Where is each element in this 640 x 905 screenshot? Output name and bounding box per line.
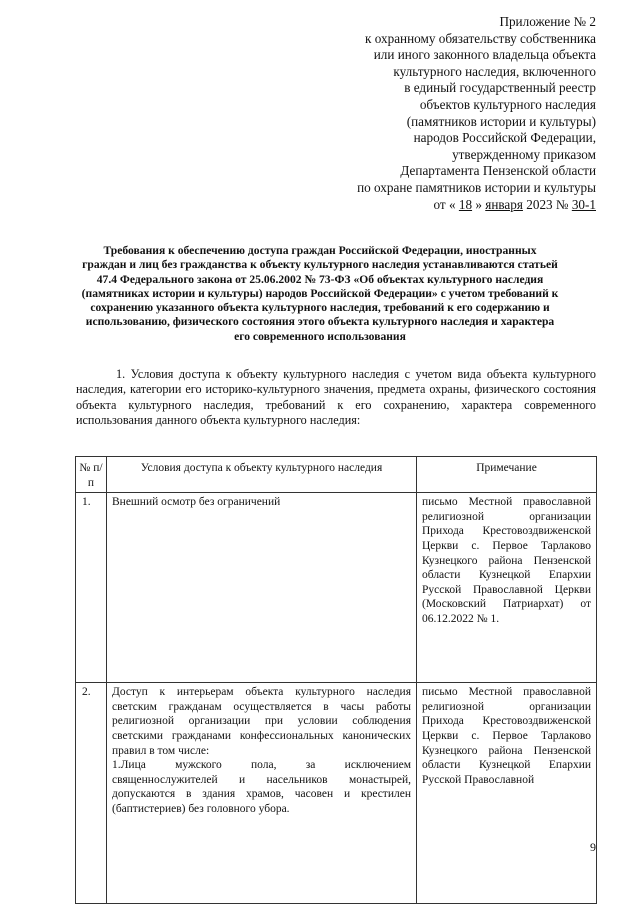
header-line: (памятников истории и культуры) — [406, 113, 596, 129]
intro-paragraph — [76, 367, 596, 429]
date-day: 18 — [458, 196, 473, 212]
date-prefix: от « — [433, 196, 459, 212]
header-line: по охране памятников истории и культуры — [357, 179, 596, 195]
header-line: к охранному обязательству собственника — [365, 30, 596, 46]
header-line: или иного законного владельца объекта — [373, 47, 596, 63]
header-line: культурного наследия, включенного — [393, 63, 596, 79]
row-conditions: Внешний осмотр без ограничений — [107, 493, 417, 683]
conditions-main: Доступ к интерьерам объекта культурного наследия светским гражданам осуществляется в часы работы религиозной организации при условии соблюдения светскими гражданами конфессиональных канонических правил в том числе: — [112, 686, 411, 757]
intro-text: 1. Условия доступа к объекту культурного наследия с учетом вида объекта культурного наследия, категории его историко-культурного значения, предмета охраны, физического состояния объекта культурного наследия, требований к его сохранению, характера современного использования данного объекта культурного наследия: — [76, 367, 596, 428]
table-header-row — [76, 457, 597, 493]
header-line: Приложение № 2 — [499, 14, 596, 29]
row-num: 1. — [76, 493, 107, 683]
document-title: Требования к обеспечению доступа граждан Российской Федерации, иностранных граждан и лиц без гражданства к объекту культурного наследия устанавливаются статьей 47.4 Федерального закона от 25.06.2002 № 73-ФЗ «Об объектах культурного наследия (памятниках истории и культуры) народов Российской Федерации» с учетом требований к сохранению указанного объекта культурного наследия, требований к его содержанию и использованию, физического состояния этого объекта культурного наследия и характера его современного использования — [81, 244, 559, 343]
header-note: Примечание — [417, 457, 597, 493]
date-month: января — [485, 196, 523, 212]
header-conditions: Условия доступа к объекту культурного наследия — [107, 457, 417, 493]
date-separator: » — [472, 196, 486, 212]
row-note: письмо Местной православной религиозной организации Прихода Крестовоздвиженской Церкви с. Первое Тарлаково Кузнецкого района Пензенской области Кузнецкой Епархии Русской Православной Церкви (Московский Патриархат) от 06.12.2022 № 1. — [417, 493, 597, 683]
row-note: письмо Местной православной религиозной организации Прихода Крестовоздвиженской Церкви с. Первое Тарлаково Кузнецкого района Пензенской области Кузнецкой Епархии Русской Православной — [417, 683, 597, 904]
header-line: объектов культурного наследия — [419, 96, 596, 112]
header-num: № п/п — [76, 457, 107, 493]
row-num: 2. — [76, 683, 107, 904]
table-row — [76, 683, 597, 904]
page-number: 9 — [590, 840, 596, 854]
header-line: народов Российской Федерации, — [413, 130, 596, 146]
appendix-header — [276, 14, 596, 213]
order-number: 30-1 — [571, 196, 596, 212]
row-conditions — [107, 683, 417, 904]
date-year: 2023 № — [522, 196, 572, 212]
header-line: утвержденному приказом — [452, 146, 596, 162]
access-conditions-table — [75, 456, 597, 904]
table-row — [76, 493, 597, 683]
header-line: в единый государственный реестр — [404, 80, 596, 96]
conditions-sub: 1.Лица мужского пола, за исключением священнослужителей и насельников монастырей, допускаются в здания храмов, часовен и крестилен (баптистериев) без головного убора. — [112, 759, 411, 815]
header-line: Департамента Пензенской области — [400, 163, 596, 179]
order-date-line — [276, 197, 596, 214]
